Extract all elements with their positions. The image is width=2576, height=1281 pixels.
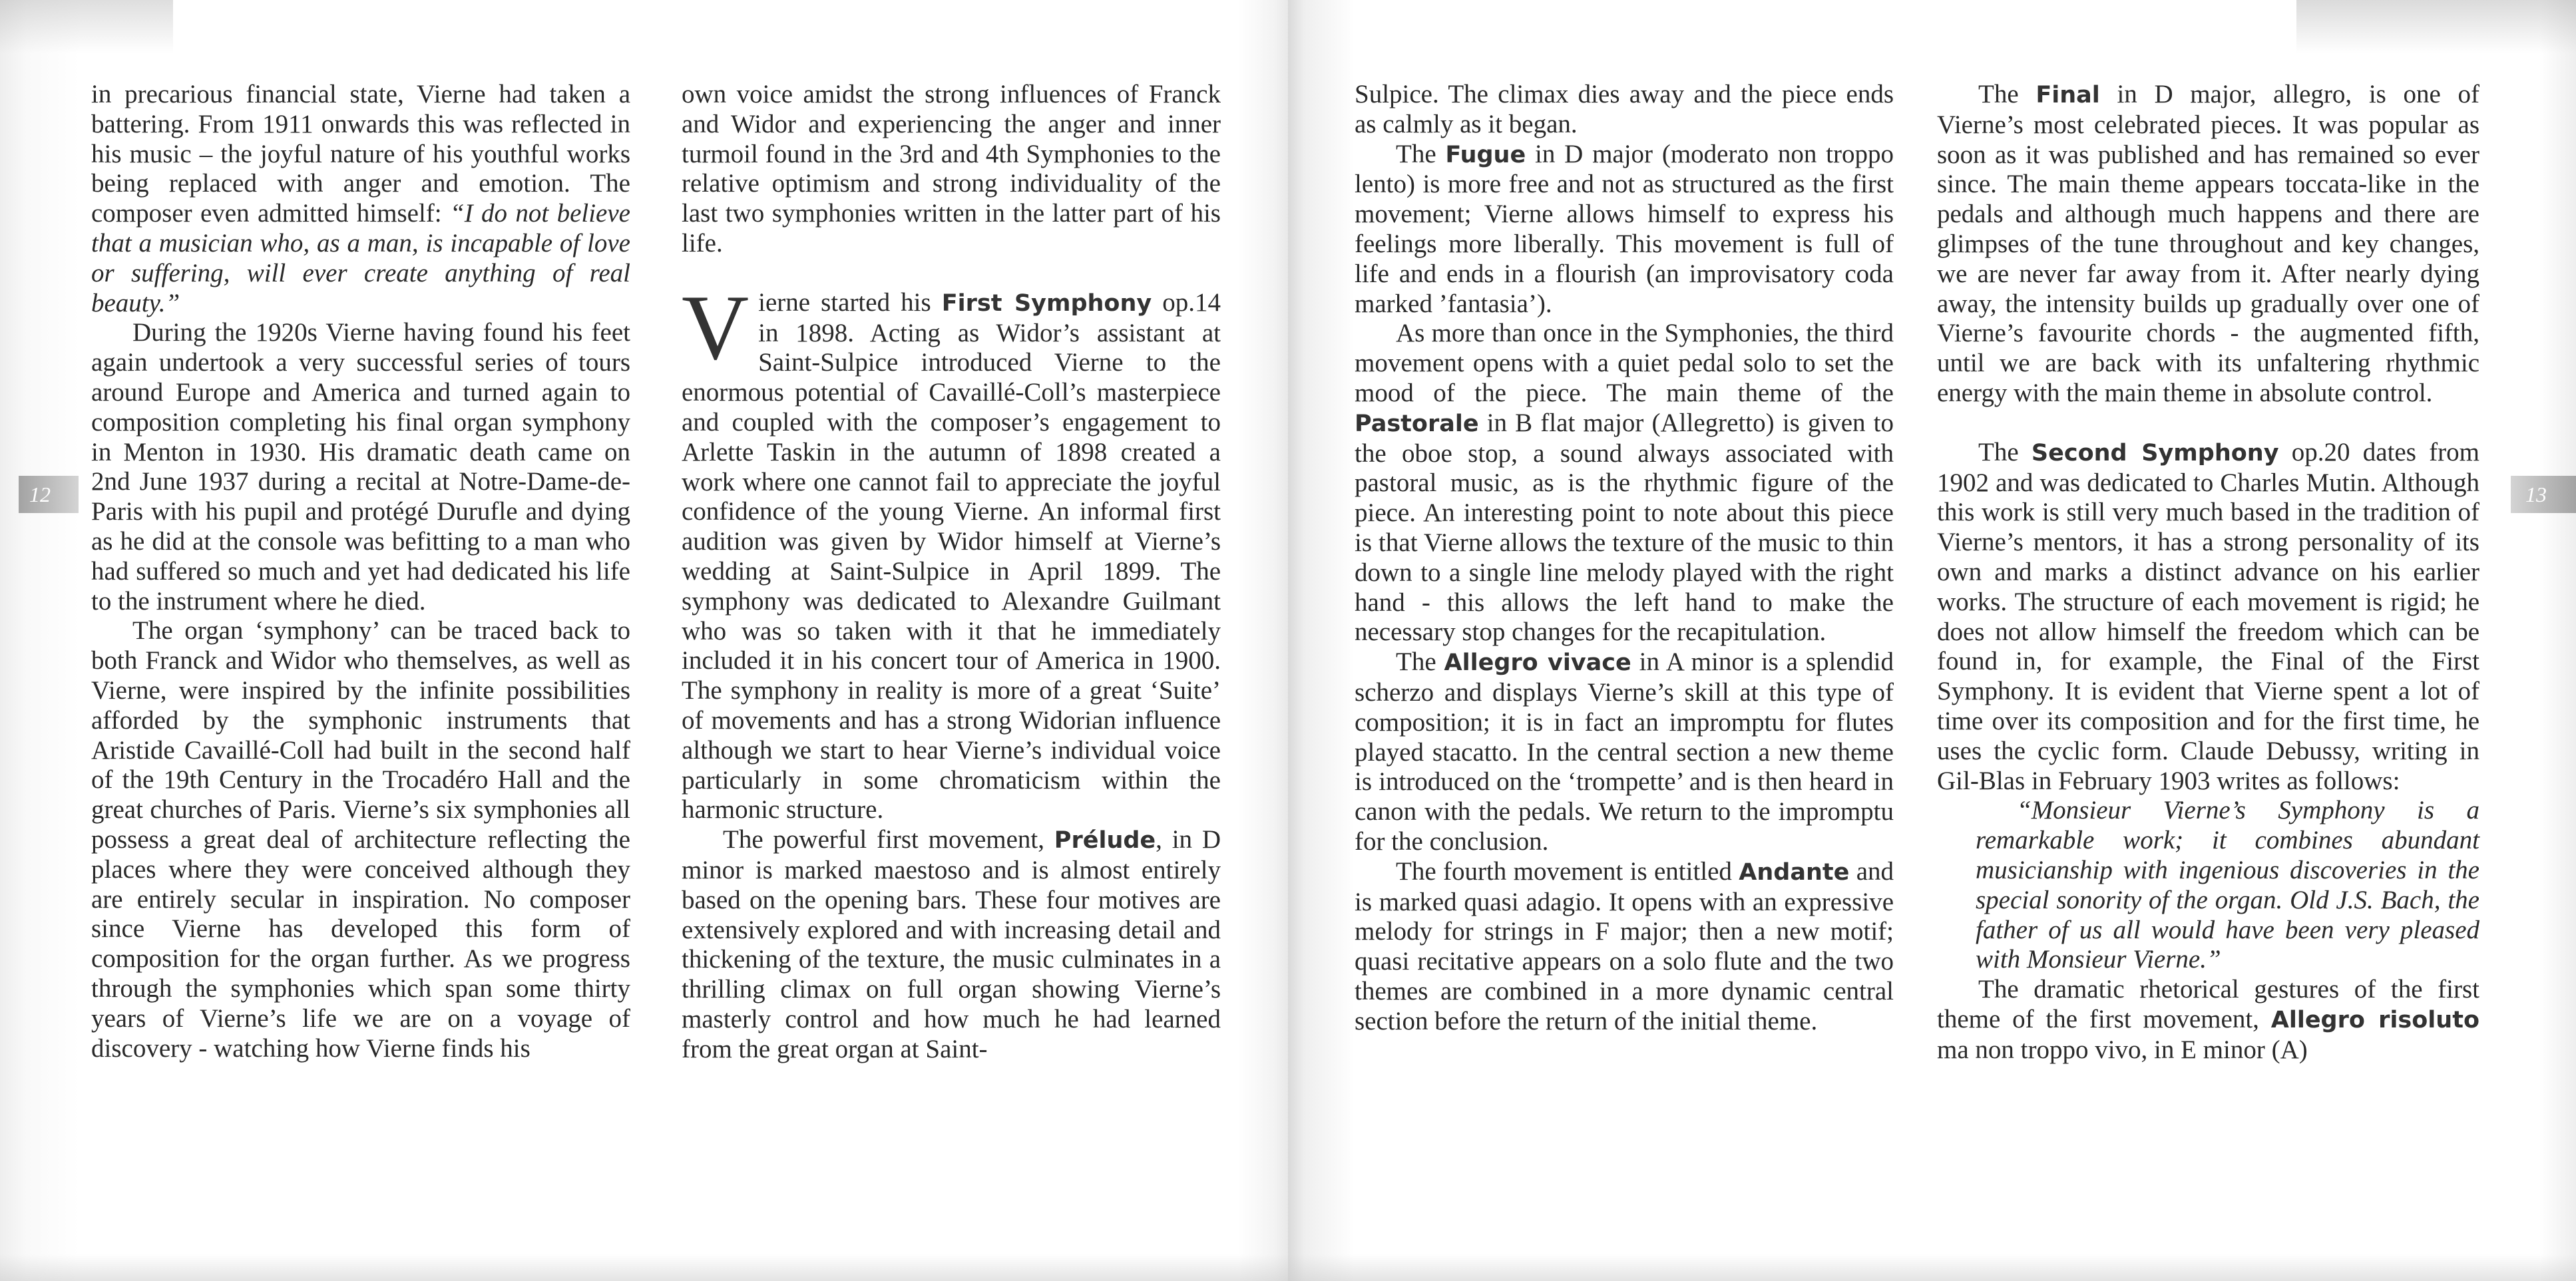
page-number-right: 13	[2511, 476, 2576, 513]
bold-term: Allegro vivace	[1444, 649, 1631, 677]
paragraph: Sulpice. The climax dies away and the piece ends as calmly as it began.	[1355, 80, 1894, 138]
page-number-left: 12	[19, 476, 79, 513]
quotation: “I do not believe that a musician who, as a man, is incapable of love or suffering, will ever create anything of real beauty.”	[91, 199, 630, 317]
text-run: and is marked quasi adagio. It opens with an expressive melody for strings in F major; then a new motif; quasi recitative appears on a solo flute and the two themes are combined in a more dynamic central section before the return of the initial theme.	[1355, 856, 1894, 1035]
text-run: op.20 dates from 1902 and was dedicated to Charles Mutin. Although this work is still very much based in the tradition of Vierne’s mentors, it has a strong personality of its own and marks a distinct advance on his earlier works. The structure of each movement is rigid; he does not allow himself the freedom which can be found in, for example, the Final of the First Symphony. It is evident that Vierne spent a lot of time over its composition and for the first time, he uses the cyclic form. Claude Debussy, writing in Gil-Blas in February 1903 writes as follows:	[1937, 437, 2479, 795]
right-page-bottom-edge	[1288, 1254, 2576, 1281]
text-run: The	[1396, 647, 1444, 677]
text-run: in B flat major (Allegretto) is given to the oboe stop, a sound always associated with pastoral music, as is the rhythmic figure of the piece. An interesting point to note about this piece is that Vierne allows the texture of the music to thin down to a single line melody played with the right hand - this allows the left hand to make the necessary stop changes for the recapitulation.	[1355, 408, 1894, 647]
text-run: , in D minor is marked maestoso and is almost entirely based on the opening bars. These four motives are extensively explored and with increasing detail and thickening of the texture, the music culminates in a thrilling climax on full organ showing Vierne’s masterly control and how much he had learned from the great organ at Saint-	[682, 825, 1221, 1063]
bold-term: Fugue	[1445, 141, 1526, 168]
left-page-bottom-edge	[0, 1254, 1288, 1281]
paragraph	[1355, 140, 1894, 319]
bold-term: Second Symphony	[2031, 439, 2279, 466]
right-page-top-shading	[2296, 0, 2576, 53]
bold-term: First Symphony	[941, 289, 1152, 317]
text-run: op.14 in 1898. Acting as Widor’s assistant at Saint-Sulpice introduced Vierne to the enormous potential of Cavaillé-Coll’s masterpiece and coupled with the composer’s engagement to Arlette Taskin in the autumn of 1898 created a work where one cannot fail to appreciate the joyful confidence of the young Vierne. An informal first audition was given by Widor himself at Vierne’s wedding at Saint-Sulpice in April 1899. The symphony was dedicated to Alexandre Guilmant who was so taken with it that he immediately included it in his concert tour of America in 1900. The symphony in reality is more of a great ‘Suite’ of movements and has a strong Widorian influence although we start to hear Vierne’s individual voice particularly in some chromaticism within the harmonic structure.	[682, 287, 1221, 824]
text-run: in D major (moderato non troppo lento) is more free and not as structured as the first movement; Vierne allows himself to express his feelings more liberally. This movement is full of life and ends in a flourish (an improvisatory coda marked ’fantasia’).	[1355, 139, 1894, 318]
paragraph	[1355, 319, 1894, 647]
drop-cap: V	[682, 275, 750, 379]
text-run: The	[1978, 80, 2036, 108]
paragraph	[682, 275, 1221, 825]
paragraph	[91, 80, 630, 318]
text-column-2	[682, 80, 1221, 1065]
text-run: ierne started his	[758, 287, 942, 317]
text-run: As more than once in the Symphonies, the third movement opens with a quiet pedal solo to set the mood of the piece. The main theme of the	[1355, 319, 1894, 407]
bold-term: Prélude	[1054, 827, 1156, 854]
text-run: in D major, allegro, is one of Vierne’s most celebrated pieces. It was popular as soon as it was published and has remained so ever since. The main theme appears toccata-like in the pedals and although much happens and there are glimpses of the tune throughout and key changes, we are never far away from it. After nearly dying away, the intensity builds up gradually over one of Vierne’s favourite chords - the augmented fifth, until we are back with its unfaltering rhythmic energy with the main theme in absolute control.	[1937, 80, 2479, 407]
paragraph: own voice amidst the strong influences of Franck and Widor and experiencing the anger and inner turmoil found in the 3rd and 4th Symphonies to the relative optimism and strong individuality of the last two symphonies written in the latter part of his life.	[682, 80, 1221, 258]
paragraph	[1937, 975, 2479, 1065]
left-page-top-shading	[0, 0, 173, 53]
text-run: The dramatic rhetorical gestures of the first theme of the first movement,	[1937, 975, 2479, 1033]
text-run: in A minor is a splendid scherzo and displays Vierne’s skill at this type of composition; it is in fact an impromptu for flutes played stacatto. In the central section a new theme is introduced on the ‘trompette’ and is then heard in canon with the pedals. We return to the impromptu for the conclusion.	[1355, 647, 1894, 856]
paragraph	[682, 825, 1221, 1064]
text-column-3	[1355, 80, 1894, 1037]
paragraph	[1937, 80, 2479, 409]
text-run: The fourth movement is entitled	[1396, 856, 1739, 886]
text-run: ma non troppo vivo, in E minor (A)	[1937, 1035, 2308, 1064]
paragraph	[1355, 647, 1894, 857]
text-run: in precarious financial state, Vierne had taken a battering. From 1911 onwards this was reflected in his music – the joyful nature of his youthful works being replaced with anger and emotion. The composer even admitted himself:	[91, 80, 630, 228]
bold-term: Final	[2036, 82, 2100, 108]
paragraph: The organ ‘symphony’ can be traced back to both Franck and Widor who themselves, as well as Vierne, were inspired by the infinite possibilities afforded by the symphonic instruments that Aristide Cavaillé-Coll had built in the second half of the 19th Century in the Trocadéro Hall and the great churches of Paris. Vierne’s six symphonies all possess a great deal of architecture reflecting the places where they were conceived although they are entirely secular in inspiration. No composer since Vierne has developed this form of composition for the organ further. As we progress through the symphonies which span some thirty years of Vierne’s life we are on a voyage of discovery - watching how Vierne finds his	[91, 616, 630, 1063]
debussy-quotation: “Monsieur Vierne’s Symphony is a remarkable work; it combines abundant musicianship with ingenious discoveries in the special sonority of the organ. Old J.S. Bach, the father of us all would have been very pleased with Monsieur Vierne.”	[1976, 796, 2479, 974]
paragraph: During the 1920s Vierne having found his feet again undertook a very successful series of tours around Europe and America and turned again to composition completing his final organ symphony in Menton in 1930. His dramatic death came on 2nd June 1937 during a recital at Notre-Dame-de-Paris with his pupil and protégé Durufle and dying as he did at the console was befitting to a man who had suffered so much and yet had dedicated his life to the instrument where he died.	[91, 318, 630, 616]
text-run: The powerful first movement,	[723, 825, 1054, 854]
text-column-1	[91, 80, 630, 1063]
text-run: The	[1396, 139, 1446, 168]
paragraph	[1937, 438, 2479, 797]
text-column-4	[1937, 80, 2479, 1065]
text-run: The	[1978, 437, 2032, 466]
bold-term: Andante	[1739, 858, 1850, 886]
paragraph	[1355, 857, 1894, 1037]
bold-term: Pastorale	[1355, 410, 1479, 437]
bold-term: Allegro risoluto	[2270, 1006, 2479, 1033]
